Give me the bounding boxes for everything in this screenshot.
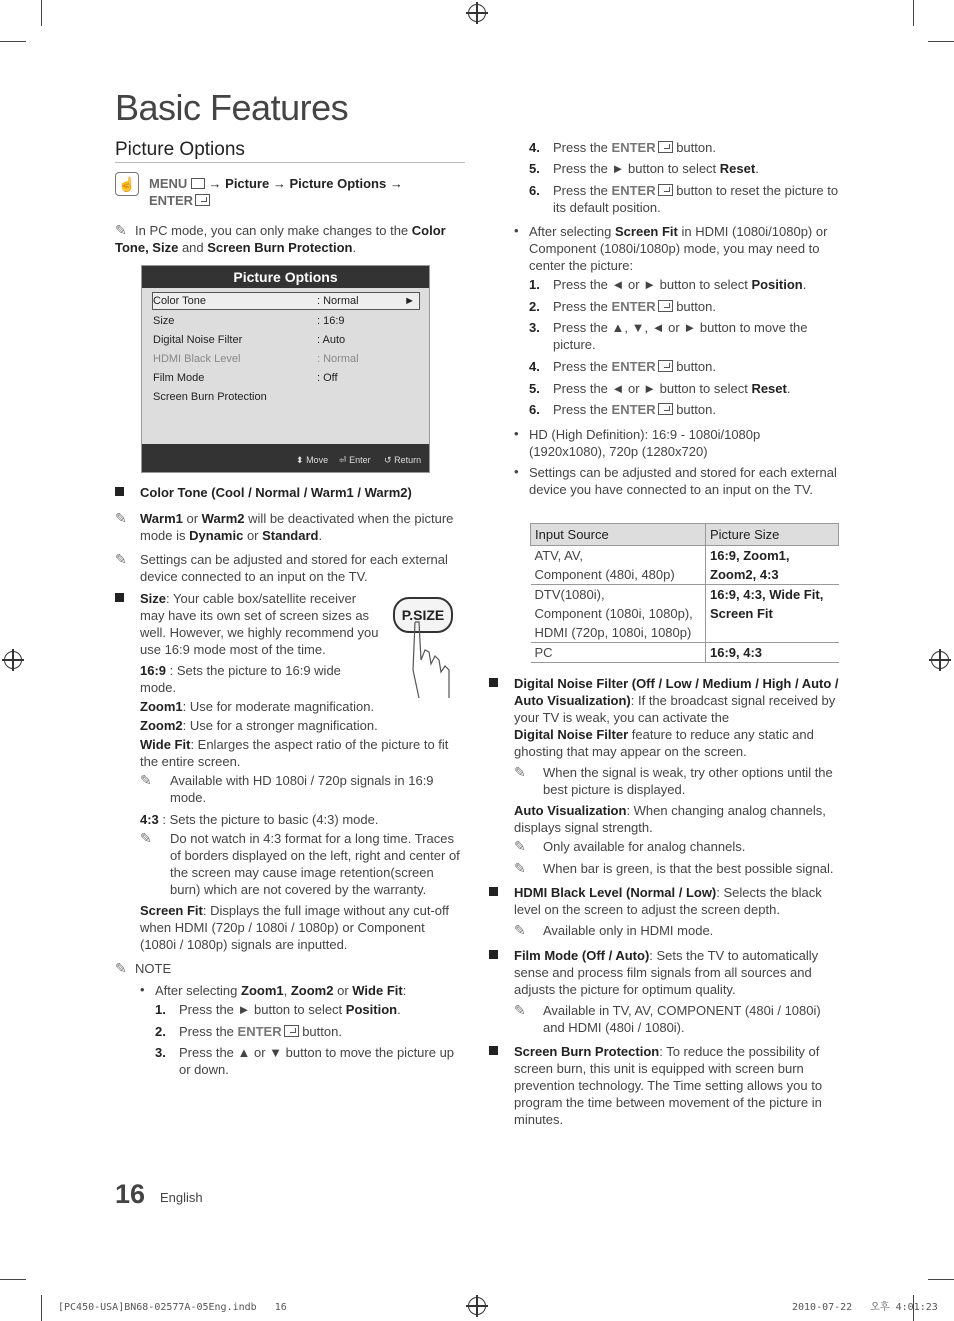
step: 6. Press the ENTER button to reset the picture to its default position. bbox=[529, 183, 839, 215]
crop-mark bbox=[41, 1295, 42, 1321]
crop-mark bbox=[0, 41, 26, 42]
arrow-right-icon: ► bbox=[404, 295, 415, 307]
square-bullet-icon bbox=[489, 950, 498, 959]
crop-mark bbox=[41, 0, 42, 26]
step: 5. Press the ◄ or ► button to select Reset. bbox=[529, 381, 791, 396]
osd-row-size[interactable]: Size : 16:9 bbox=[153, 315, 345, 327]
enter-icon bbox=[284, 1025, 299, 1037]
enter-icon bbox=[658, 403, 673, 415]
hd-note: • HD (High Definition): 16:9 - 1080i/1080p (1920x1080), 720p (1280x720) bbox=[514, 426, 761, 459]
color-tone-note-2: ✎ Settings can be adjusted and stored for each external device connected to an input on the TV. bbox=[115, 551, 448, 584]
registration-mark-icon bbox=[468, 4, 486, 22]
film-mode: Film Mode (Off / Auto): Sets the TV to automatically sense and process film signals from all sources and adjusts the picture for optimum quality. bbox=[489, 947, 824, 998]
note-pencil-icon: ✎ bbox=[514, 860, 526, 876]
table-cell: PC bbox=[531, 643, 706, 663]
picture-size-table bbox=[530, 523, 839, 663]
pc-mode-note: ✎ In PC mode, you can only make changes to the Color Tone, Size and Screen Burn Protection. bbox=[115, 222, 446, 255]
color-tone-note-1: ✎ Warm1 or Warm2 will be deactivated when the picture mode is Dynamic or Standard. bbox=[115, 510, 454, 543]
hdmi-black-level: HDMI Black Level (Normal / Low): Selects the black level on the screen to adjust the screen depth. bbox=[489, 884, 829, 918]
bullet-icon: • bbox=[140, 982, 145, 997]
square-bullet-icon bbox=[489, 678, 498, 687]
size-heading: Size: Your cable box/satellite receiver may have its own set of screen sizes as well. However, we highly recommend you use 16:9 mode most of the time. bbox=[115, 590, 380, 658]
size-zoom2: Zoom2: Use for a stronger magnification. bbox=[140, 718, 378, 733]
return-icon: ↺ bbox=[384, 455, 392, 465]
osd-enter-hint: ⏎ Enter bbox=[339, 455, 371, 465]
table-cell: DTV(1080i), Component (1080i, 1080p), HDMI (720p, 1080i, 1080p) bbox=[531, 585, 706, 643]
dnf-note-3: ✎ When bar is green, is that the best possible signal. bbox=[514, 860, 834, 876]
move-icon: ⬍ bbox=[296, 455, 304, 465]
step: 5. Press the ► button to select Reset. bbox=[529, 161, 759, 176]
osd-row-hdmi-black-level: HDMI Black Level : Normal bbox=[153, 353, 359, 365]
osd-row-film-mode[interactable]: Film Mode : Off bbox=[153, 372, 338, 384]
enter-icon bbox=[658, 184, 673, 196]
dnf-note-1: ✎ When the signal is weak, try other options until the best picture is displayed. bbox=[514, 764, 833, 797]
section-title: Picture Options bbox=[115, 139, 245, 160]
table-row bbox=[531, 643, 839, 663]
store-note: • Settings can be adjusted and stored for each external device you have connected to an input on the TV. bbox=[514, 464, 837, 497]
file-info: [PC450-USA]BN68-02577A-05Eng.indb 16 bbox=[58, 1302, 287, 1313]
note-pencil-icon: ✎ bbox=[514, 764, 526, 780]
film-mode-note: ✎ Available in TV, AV, COMPONENT (480i / 1080i) and HDMI (480i / 1080i). bbox=[514, 1002, 821, 1035]
registration-mark-icon bbox=[931, 651, 949, 669]
table-row bbox=[531, 546, 839, 585]
note-pencil-icon: ✎ bbox=[115, 222, 127, 238]
hdmi-note: ✎ Available only in HDMI mode. bbox=[514, 922, 714, 938]
step: 4. Press the ENTER button. bbox=[529, 359, 716, 374]
note-pencil-icon: ✎ bbox=[514, 1002, 526, 1018]
size-screen-fit: Screen Fit: Displays the full image without any cut-off when HDMI (720p / 1080i / 1080p) or Component (1080i / 1080p) signals are inputted. bbox=[140, 903, 450, 952]
osd-row-digital-noise-filter[interactable]: Digital Noise Filter : Auto bbox=[153, 334, 346, 346]
note-heading: ✎ NOTE bbox=[115, 960, 172, 976]
crop-mark bbox=[928, 41, 954, 42]
enter-icon: ⏎ bbox=[339, 455, 347, 465]
wide-fit-note: ✎ Available with HD 1080i / 720p signals in 16:9 mode. bbox=[140, 772, 434, 805]
step: 2. Press the ENTER button. bbox=[155, 1024, 342, 1039]
chapter-title: Basic Features bbox=[115, 87, 349, 128]
size-4-3-note: ✎ Do not watch in 4:3 format for a long time. Traces of borders displayed on the left, right and center of the screen may cause image retention(screen burn) which are not covered by the warranty. bbox=[140, 830, 460, 897]
after-selecting-zoom: • After selecting Zoom1, Zoom2 or Wide Fit: bbox=[140, 982, 407, 998]
osd-footer bbox=[142, 444, 429, 472]
dnf-heading: Digital Noise Filter (Off / Low / Medium / High / Auto / Auto Visualization): If the broadcast signal received by your TV is weak, you can activate the Digital Noise Filter feature to reduce any static and ghosting that may appear on the screen. bbox=[489, 675, 839, 760]
screen-burn-protection: Screen Burn Protection: To reduce the possibility of screen burn, this unit is equipped with screen burn prevention technology. The Time setting allows you to program the time between movement of the picture in minutes. bbox=[489, 1043, 829, 1128]
dnf-note-2: ✎ Only available for analog channels. bbox=[514, 838, 746, 854]
color-tone-heading: Color Tone (Cool / Normal / Warm1 / Warm2) bbox=[115, 484, 465, 501]
step: 2. Press the ENTER button. bbox=[529, 299, 716, 314]
page-language: English bbox=[160, 1190, 203, 1205]
after-selecting-screen-fit: • After selecting Screen Fit in HDMI (1080i/1080p) or Component (1080i/1080p) mode, you may need to center the picture: bbox=[514, 223, 828, 273]
table-cell: 16:9, Zoom1, Zoom2, 4:3 bbox=[706, 546, 839, 585]
step: 1. Press the ► button to select Position. bbox=[155, 1002, 401, 1017]
osd-row-color-tone[interactable]: Color Tone : Normal ► bbox=[152, 292, 420, 310]
note-pencil-icon: ✎ bbox=[140, 772, 152, 788]
page-number: 16 bbox=[115, 1179, 146, 1209]
note-pencil-icon: ✎ bbox=[115, 551, 127, 567]
registration-mark-icon bbox=[468, 1297, 486, 1315]
square-bullet-icon bbox=[489, 887, 498, 896]
osd-title: Picture Options bbox=[142, 266, 429, 288]
size-wide-fit: Wide Fit: Enlarges the aspect ratio of the picture to fit the entire screen. bbox=[140, 737, 449, 769]
note-pencil-icon: ✎ bbox=[514, 838, 526, 854]
step: 4. Press the ENTER button. bbox=[529, 140, 716, 155]
bullet-icon: • bbox=[514, 464, 519, 479]
osd-move-hint: ⬍ Move bbox=[296, 455, 329, 465]
crop-mark bbox=[928, 1279, 954, 1280]
enter-icon bbox=[658, 300, 673, 312]
enter-icon bbox=[658, 141, 673, 153]
menu-icon bbox=[191, 178, 205, 189]
enter-icon bbox=[658, 360, 673, 372]
bullet-icon: • bbox=[514, 223, 519, 238]
step: 3. Press the ▲ or ▼ button to move the picture up or down. bbox=[155, 1045, 455, 1077]
psize-button[interactable]: P.SIZE bbox=[393, 597, 453, 633]
size-16-9: 16:9 : Sets the picture to 16:9 wide mode. bbox=[140, 663, 341, 695]
square-bullet-icon bbox=[489, 1046, 498, 1055]
square-bullet-icon bbox=[115, 593, 124, 602]
step: 6. Press the ENTER button. bbox=[529, 402, 716, 417]
table-cell: 16:9, 4:3, Wide Fit, Screen Fit bbox=[706, 585, 839, 643]
note-pencil-icon: ✎ bbox=[115, 510, 127, 526]
table-header: Input Source bbox=[531, 524, 706, 546]
pointing-hand-icon bbox=[405, 620, 465, 700]
print-date: 2010-07-22 오후 4:01:23 bbox=[792, 1302, 938, 1313]
picture-options-osd bbox=[141, 265, 430, 473]
table-header: Picture Size bbox=[706, 524, 839, 546]
note-pencil-icon: ✎ bbox=[140, 830, 152, 846]
note-pencil-icon: ✎ bbox=[514, 922, 526, 938]
bullet-icon: • bbox=[514, 426, 519, 441]
hand-icon: ☝ bbox=[115, 172, 139, 196]
osd-row-screen-burn-protection[interactable]: Screen Burn Protection bbox=[153, 391, 267, 403]
step: 1. Press the ◄ or ► button to select Position. bbox=[529, 277, 807, 292]
crop-mark bbox=[0, 1279, 26, 1280]
section-divider bbox=[115, 162, 465, 163]
osd-return-hint: ↺ Return bbox=[384, 455, 422, 465]
note-pencil-icon: ✎ bbox=[115, 960, 127, 976]
table-cell: ATV, AV, Component (480i, 480p) bbox=[531, 546, 706, 585]
step: 3. Press the ▲, ▼, ◄ or ► button to move the picture. bbox=[529, 320, 808, 352]
table-cell: 16:9, 4:3 bbox=[706, 643, 839, 663]
size-4-3: 4:3 : Sets the picture to basic (4:3) mode. bbox=[140, 812, 379, 827]
enter-icon bbox=[195, 194, 210, 206]
square-bullet-icon bbox=[115, 487, 124, 496]
auto-visualization: Auto Visualization: When changing analog channels, displays signal strength. bbox=[514, 803, 826, 835]
menu-path: MENU → Picture → Picture Options → ENTER bbox=[149, 176, 403, 208]
crop-mark bbox=[913, 0, 914, 26]
size-zoom1: Zoom1: Use for moderate magnification. bbox=[140, 699, 375, 714]
registration-mark-icon bbox=[4, 651, 22, 669]
table-row bbox=[531, 585, 839, 643]
